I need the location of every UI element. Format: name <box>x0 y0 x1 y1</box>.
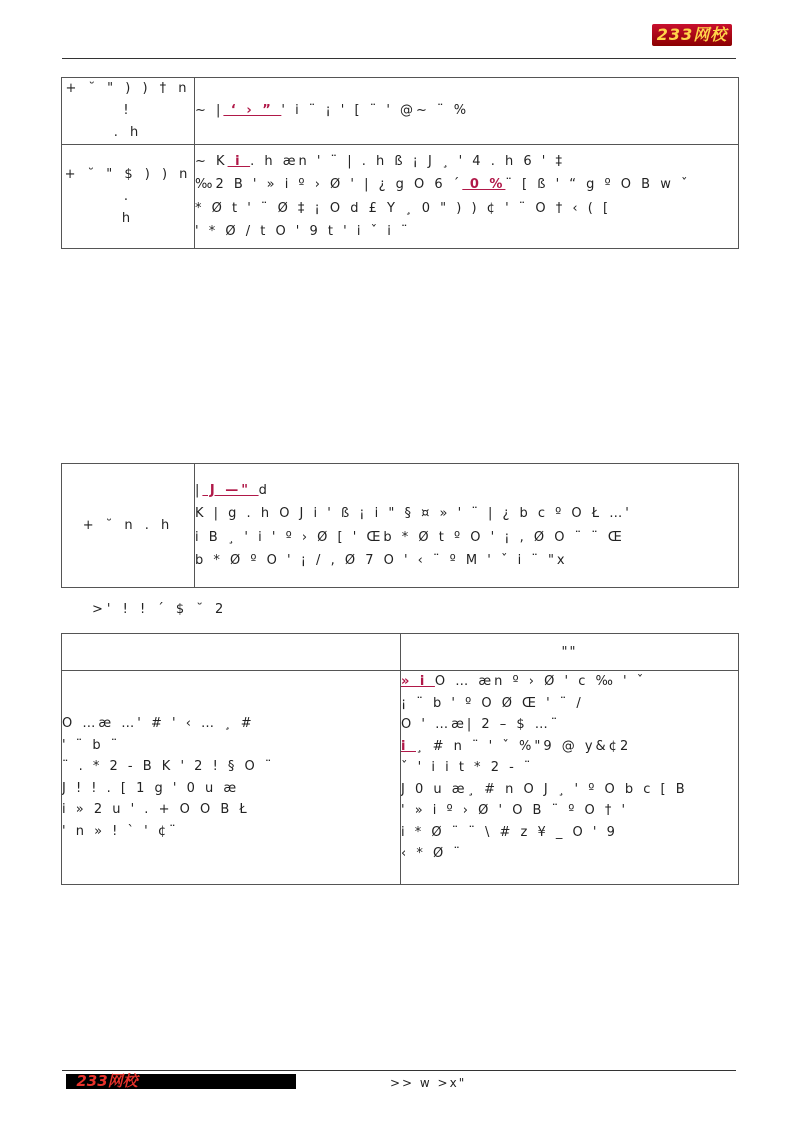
text-span: . h æn ' ¨ | . h ß ¡ J ¸ ' 4 . h 6 ' ‡ <box>250 153 565 169</box>
inline-link[interactable]: i <box>227 153 251 169</box>
text-span: O ' …æ| 2 – $ …¨ <box>401 717 561 732</box>
text-span: ¸ # n ¨ ' ˇ %"9 @ y&¢2 <box>415 738 632 754</box>
site-logo: 233网校 <box>652 24 732 46</box>
left-cell <box>62 671 401 885</box>
text-span: ‰2 B ' » i º › Ø ' | ¿ g O 6 ´ <box>195 177 463 192</box>
row-label-line: . h <box>113 125 143 140</box>
content-line <box>195 220 738 244</box>
content-line <box>401 671 738 693</box>
text-span: ~ | <box>195 103 224 119</box>
inline-link[interactable]: » i <box>401 674 435 689</box>
row-content <box>195 78 739 145</box>
info-table-2 <box>61 463 739 588</box>
text-span: ' i ¨ ¡ ' [ ¨ ' @~ ¨ % <box>281 103 470 119</box>
content-line <box>401 822 738 844</box>
footer-logo-bar <box>66 1074 296 1089</box>
row-content <box>195 464 739 588</box>
content-line <box>195 502 738 526</box>
text-span: i B ¸ ' i ' º › Ø [ ' Œb * Ø t º O ' ¡ , Ø O ¨ ¨ Œ <box>195 529 625 545</box>
text-span: * Ø t ' ¨ Ø ‡ ¡ O d £ Y ¸ 0 " ) ) ¢ ' ¨ O † ‹ ( [ <box>195 200 612 216</box>
right-cell <box>401 671 739 885</box>
text-span: ' * Ø / t O ' 9 t ' i ˇ i ¨ <box>195 224 411 239</box>
content-line: ' n » ! ` ' ¢¨ <box>62 823 179 839</box>
content-line: ' ¨ b ¨ <box>62 737 121 753</box>
inline-link[interactable]: i <box>401 738 416 754</box>
text-span: i * Ø ¨ ¨ \ # z ¥ _ O ' 9 <box>401 824 618 840</box>
text-span: ~ K <box>195 153 228 169</box>
content-line <box>195 549 738 573</box>
text-span: ‹ * Ø ¨ <box>401 846 463 861</box>
text-span: b * Ø º O ' ¡ / , Ø 7 O ' ‹ ¨ º M ' ˇ i ¨ "x <box>195 553 568 568</box>
comparison-table <box>61 633 739 885</box>
row-label <box>62 145 195 249</box>
content-line <box>401 800 738 822</box>
content-line: i » 2 u ' . + O O B Ł <box>62 802 250 817</box>
content-line <box>401 779 738 801</box>
table-row <box>62 78 739 145</box>
content-line <box>195 479 738 503</box>
header-rule <box>62 58 736 59</box>
text-span: | <box>195 482 203 498</box>
text-span: ' » i º › Ø ' O B ¨ º O † ' <box>401 803 629 818</box>
inline-link[interactable]: J —" <box>202 482 259 498</box>
column-header-right: "" <box>401 634 739 671</box>
content-line: J ! ! . [ 1 g ' 0 u æ <box>62 780 240 796</box>
content-line <box>401 757 738 779</box>
text-span: ¨ [ ß ' “ g º O B w ˇ <box>505 177 691 192</box>
text-span: ˇ ' i i t * 2 - ¨ <box>401 760 534 775</box>
inline-link[interactable]: 0 % <box>462 177 506 192</box>
text-span: K | g . h O J i ' ß ¡ i " § ¤ » ' ¨ | ¿ b c º O Ł …' <box>195 506 632 521</box>
table-row <box>62 145 739 249</box>
content-line <box>195 150 738 174</box>
footer-text: >> w >x" <box>390 1076 467 1090</box>
content-line <box>401 843 738 865</box>
footer-rule <box>62 1070 736 1071</box>
content-line <box>195 197 738 221</box>
content-line: O …æ …' # ' ‹ … ¸ # <box>62 716 255 731</box>
text-span: d <box>258 482 270 498</box>
content-line <box>401 736 738 758</box>
section-caption: >' ! ! ´ $ ˘ 2 <box>92 602 228 617</box>
text-span: O … æn º › Ø ' c ‰ ' ˇ <box>434 674 647 689</box>
row-label-line: + ˘ " ) ) † n ! <box>65 81 191 118</box>
table-row <box>62 671 739 885</box>
content-line: ¨ . * 2 - B K ' 2 ! § O ¨ <box>62 759 275 774</box>
row-label <box>62 464 195 588</box>
footer-logo: 233网校 <box>76 1072 138 1090</box>
content-line <box>195 173 738 197</box>
row-label-line: + ˘ n . h <box>82 517 174 533</box>
table-row <box>62 464 739 588</box>
content-line <box>195 526 738 550</box>
column-header-left <box>62 634 401 671</box>
text-span: J 0 u æ¸ # n O J ¸ ' º O b c [ B <box>401 781 688 797</box>
info-table-1 <box>61 77 739 249</box>
content-line <box>401 693 738 715</box>
inline-link[interactable]: ‘ › ” <box>223 103 282 119</box>
text-span: ¡ ¨ b ' º O Ø Œ ' ¨ / <box>401 695 584 711</box>
row-label-line: + ˘ " $ ) ) n . <box>64 166 192 204</box>
table-header-row <box>62 634 739 671</box>
row-content <box>195 145 739 249</box>
content-line <box>401 714 738 736</box>
row-label <box>62 78 195 145</box>
content-line <box>195 99 738 123</box>
row-label-line: h <box>121 210 135 226</box>
